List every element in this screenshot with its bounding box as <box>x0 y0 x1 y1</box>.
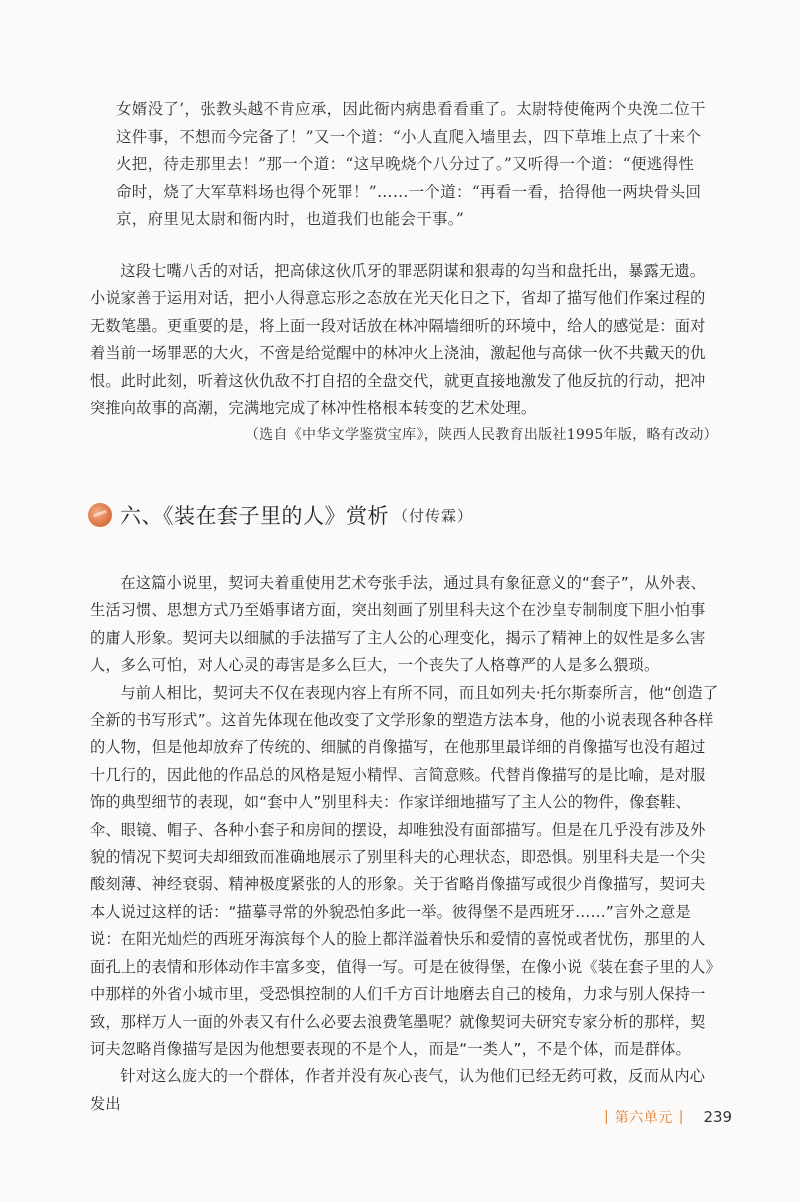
analysis-paragraphs-1 <box>90 258 720 422</box>
paragraph: 这段七嘴八舌的对话，把高俅这伙爪牙的罪恶阴谋和狠毒的勾当和盘托出，暴露无遗。小说家善于运用对话，把小人得意忘形之态放在光天化日之下，省却了描写他们作案过程的无数笔墨。更重要的是，将上面一段对话放在林冲隔墙细听的环境中，给人的感觉是：面对着当前一场罪恶的大火，不啻是给觉醒中的林冲火上浇油，激起他与高俅一伙不共戴天的仇恨。此时此刻，听着这伙仇敌不打自招的全盘交代，就更直接地激发了他反抗的行动，把冲突推向故事的高潮，完满地完成了林冲性格根本转变的艺术处理。 <box>90 262 706 418</box>
source-citation: （选自《中华文学鉴赏宝库》，陕西人民教育出版社1995年版，略有改动） <box>244 427 718 443</box>
footer-unit-label: 第六单元 <box>614 1110 673 1126</box>
section-author: （付传霖） <box>393 506 474 525</box>
paragraph: 与前人相比，契诃夫不仅在表现内容上有所不同，而且如列夫·托尔斯泰所言，他“创造了全新的书写形式”。这首先体现在他改变了文学形象的塑造方法本身，他的小说表现各种各样的人物，但是他却放弃了传统的、细腻的肖像描写，在他那里最详细的肖像描写也没有超过十几行的，因此他的作品总的风格是短小精悍、言简意赅。代替肖像描写的是比喻，是对服饰的典型细节的表现，如“套中人”别里科夫：作家详细地描写了主人公的物件，像套鞋、伞、眼镜、帽子、各种小套子和房间的摆设，却唯独没有面部描写。但是在几乎没有涉及外貌的情况下契诃夫却细致而准确地展示了别里科夫的心理状态，即恐惧。别里科夫是一个尖酸刻薄、神经衰弱、精神极度紧张的人的形象。关于省略肖像描写或很少肖像描写，契诃夫本人说过这样的话：“描摹寻常的外貌恐怕多此一举。彼得堡不是西班牙……”言外之意是说：在阳光灿烂的西班牙海滨每个人的脸上都洋溢着快乐和爱情的喜悦或者忧伤，那里的人面孔上的表情和形体动作丰富多变，值得一写。可是在彼得堡，在像小说《装在套子里的人》中那样的外省小城市里，受恐惧控制的人们千方百计地磨去自己的棱角，力求与别人保持一致，那样万人一面的外表又有什么必要去浪费笔墨呢？就像契诃夫研究专家分析的那样，契诃夫忽略肖像描写是因为他想要表现的不是个人，而是“一类人”，不是个体，而是群体。 <box>90 683 719 1058</box>
quote-line: 京，府里见太尉和衙内时，也道我们也能会干事。” <box>116 210 465 228</box>
quote-line: 这件事，不想而今完备了！”又一个道：“小人直爬入墙里去，四下草堆上点了十来个 <box>116 127 702 146</box>
quote-line: 女婿没了’，张教头越不肯应承，因此衙内病患看看重了。太尉特使俺两个央浼二位干 <box>116 100 706 118</box>
section-header <box>88 497 473 533</box>
section-bullet-icon <box>88 503 112 527</box>
quote-line: 命时，烧了大军草料场也得个死罪！”……一个道：“再看一看，拾得他一两块骨头回 <box>116 182 702 201</box>
quote-line: 火把，待走那里去！”那一个道：“这早晚烧个八分过了。”又听得一个道：“便逃得性 <box>116 155 695 173</box>
analysis-paragraphs-2 <box>90 570 720 1118</box>
paragraph: 针对这么庞大的一个群体，作者并没有灰心丧气，认为他们已经无药可救，反而从内心发出 <box>90 1067 706 1113</box>
quote-block <box>116 96 720 234</box>
footer-separator: | <box>678 1109 684 1125</box>
section-title: 六、《装在套子里的人》赏析 <box>120 504 389 528</box>
page-number: 239 <box>703 1108 733 1126</box>
page-footer <box>598 1105 732 1129</box>
paragraph: 在这篇小说里，契诃夫着重使用艺术夸张手法，通过具有象征意义的“套子”，从外表、生活习惯、思想方式乃至婚事诸方面，突出刻画了别里科夫这个在沙皇专制制度下胆小怕事的庸人形象。契诃夫以细腻的手法描写了主人公的心理变化，揭示了精神上的奴性是多么害人，多么可怕，对人心灵的毒害是多么巨大，一个丧失了人格尊严的人是多么猥琐。 <box>90 574 706 675</box>
footer-separator: | <box>604 1109 609 1125</box>
